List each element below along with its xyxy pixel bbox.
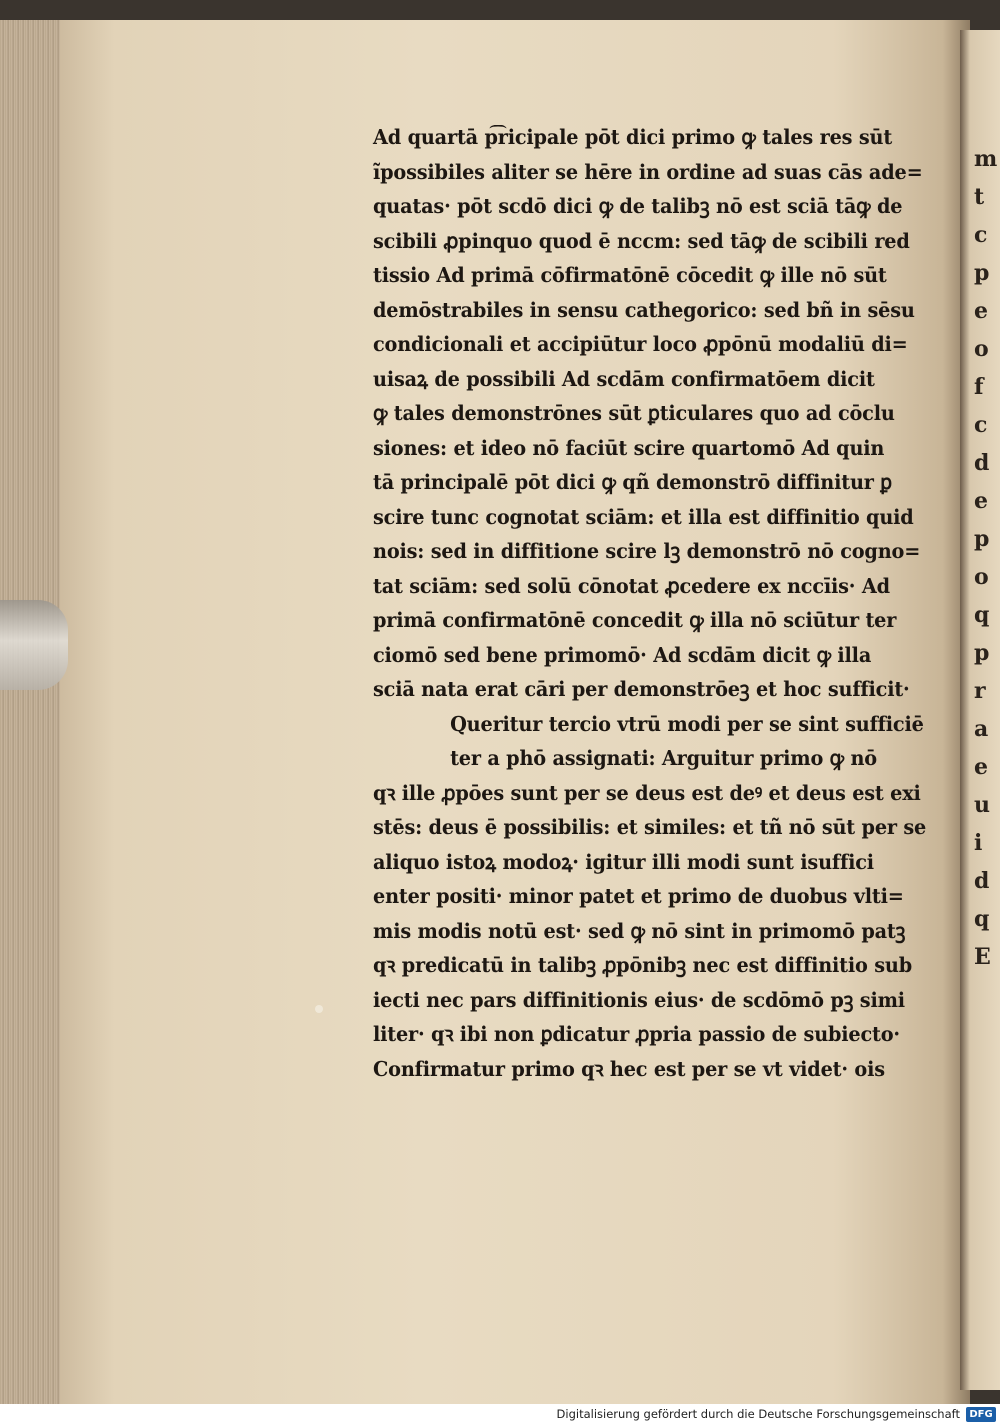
text-line: scire tunc cognotat sciām: et illa est diffinitio quid (373, 504, 914, 529)
facing-glyph: c (974, 222, 988, 248)
facing-glyph: r (974, 678, 986, 704)
text-line: qꝛ predicatū in talibꝫ ꝓpōnibꝫ nec est diffinitio sub (373, 953, 912, 977)
text-line: ciomō sed bene primomō· Ad scdām dicit ꝙ illa (373, 642, 872, 667)
facing-glyph: q (974, 906, 990, 932)
text-line: demōstrabiles in sensu cathegorico: sed bñ in sēsu (373, 297, 915, 322)
facing-glyph: t (974, 184, 985, 210)
text-line: ter a phō assignati: Arguitur primo ꝙ nō (450, 746, 877, 770)
facing-glyph: p (974, 526, 990, 552)
facing-glyph: o (974, 336, 989, 362)
text-line: tissio Ad primā cōfirmatōnē cōcedit ꝙ ille nō sūt (373, 263, 887, 287)
text-line: tā principalē pōt dici ꝙ qñ demonstrō diffinitur ꝑ (373, 470, 892, 494)
text-line: ꝙ tales demonstrōnes sūt ꝑticulares quo ad cōclu (373, 401, 895, 425)
text-line: tat sciām: sed solū cōnotat ꝓcedere ex nccīis· Ad (373, 573, 890, 598)
page-clamp (0, 600, 68, 690)
facing-glyph: d (974, 868, 990, 894)
text-line: nois: sed in diffitione scire lꝫ demonstrō nō cogno= (373, 539, 921, 563)
facing-glyph: p (974, 640, 990, 666)
text-line: Confirmatur primo qꝛ hec est per se vt videt· ois (373, 1056, 885, 1081)
facing-glyph: u (974, 792, 990, 818)
facing-glyph: e (974, 298, 988, 324)
text-line: siones: et ideo nō faciūt scire quartomō Ad quin (373, 435, 885, 460)
facing-glyph: E (974, 944, 991, 970)
paper-spot (315, 1005, 323, 1013)
text-line: enter positi· minor patet et primo de duobus vlti= (373, 884, 904, 908)
text-line: condicionali et accipiūtur loco ꝓpōnū modaliū di= (373, 332, 908, 356)
text-line: Ad quartā p͡ricipale pōt dici primo ꝙ tales res sūt (373, 125, 893, 149)
text-line: primā confirmatōnē concedit ꝙ illa nō sciūtur ter (373, 608, 897, 632)
facing-glyph: e (974, 488, 988, 514)
question-heading-line: Queritur tercio vtrū modi per se sint sufficiē (450, 711, 924, 736)
facing-glyph: e (974, 754, 988, 780)
text-line: qꝛ ille ꝓpōes sunt per se deus est deꝰ et deus est exi (373, 780, 921, 805)
text-line: mis modis notū est· sed ꝙ nō sint in primomō patꝫ (373, 918, 906, 943)
facing-glyph: q (974, 602, 990, 628)
text-line: liter· qꝛ ibi non ꝑdicatur ꝓpria passio de subiecto· (373, 1022, 900, 1046)
text-line: quatas· pōt scdō dici ꝙ de talibꝫ nō est sciā tāꝙ de (373, 194, 903, 218)
funding-notice: Digitalisierung gefördert durch die Deutsche Forschungsgemeinschaft (556, 1407, 960, 1421)
book-page (60, 20, 970, 1404)
text-line: scibili ꝓpinquo quod ē nccm: sed tāꝙ de scibili red (373, 228, 910, 253)
dfg-logo: DFG (966, 1407, 996, 1422)
text-line: iecti nec pars diffinitionis eius· de scdōmō pꝫ simi (373, 987, 905, 1012)
text-line: sciā nata erat cāri per demonstrōeꝫ et hoc sufficit· (373, 677, 910, 701)
facing-glyph: p (974, 260, 990, 286)
facing-glyph: d (974, 450, 990, 476)
facing-glyph: i (974, 830, 983, 856)
text-line: uisaꝝ de possibili Ad scdām confirmatōem dicit (373, 366, 875, 391)
footer-bar (0, 1404, 1000, 1426)
text-line: aliquo istoꝝ modoꝝ· igitur illi modi sunt isuffici (373, 849, 874, 874)
facing-glyph: f (974, 374, 984, 400)
text-line: ĩpossibiles aliter se hēre in ordine ad suas cās ade= (373, 159, 923, 184)
facing-glyph: a (974, 716, 989, 742)
facing-glyph: m (974, 146, 998, 172)
facing-glyph: o (974, 564, 989, 590)
text-block (373, 120, 973, 1086)
facing-page-edge (960, 30, 1000, 1390)
page-stack-edges (0, 20, 62, 1404)
text-line: stēs: deus ē possibilis: et similes: et tñ nō sūt per se (373, 815, 927, 839)
facing-page-text (974, 140, 996, 976)
facing-glyph: c (974, 412, 988, 438)
